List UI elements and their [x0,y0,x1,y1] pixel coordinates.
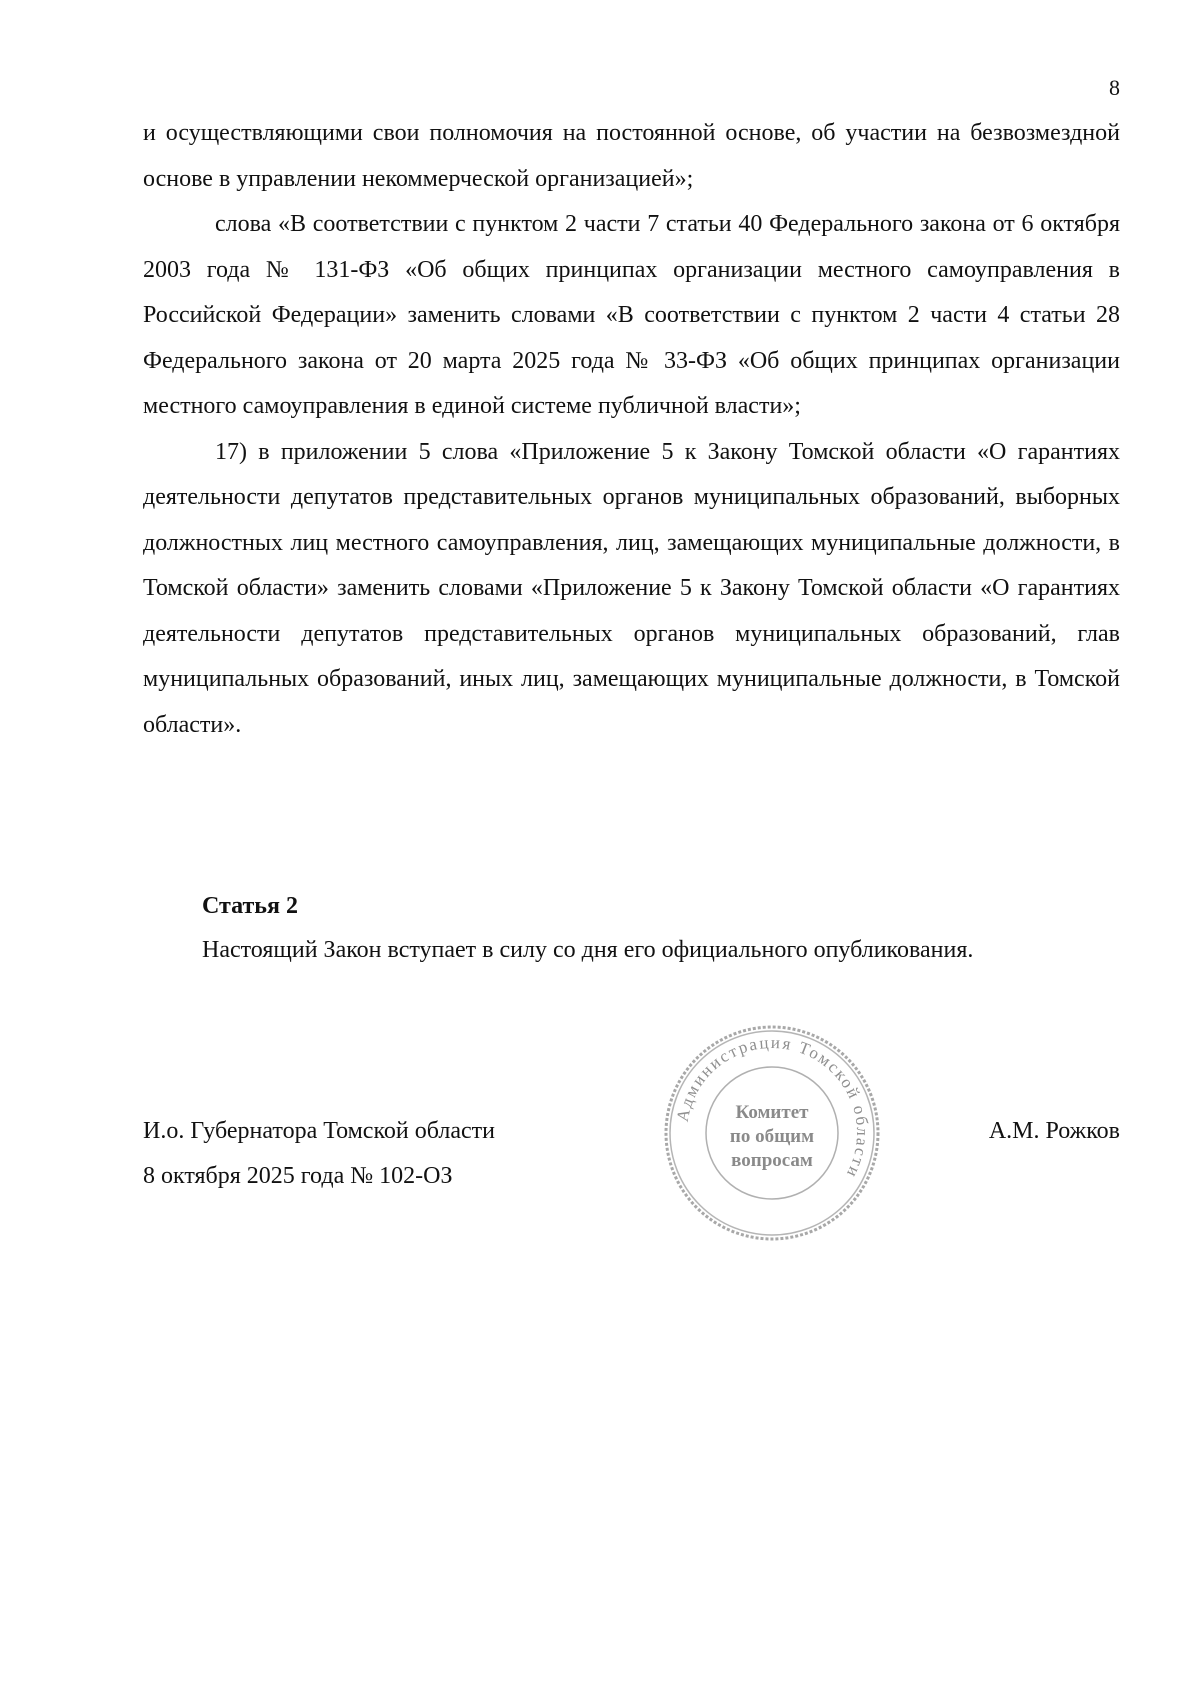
stamp-center-line-1: Комитет [735,1102,809,1123]
stamp-graphic [657,1022,887,1244]
article-title: Статья 2 [202,893,298,919]
official-stamp [657,1022,887,1244]
stamp-center-line-3: вопросам [731,1150,813,1171]
signatory-name: А.М. Рожков [988,1118,1120,1144]
stamp-ring-text-path: Администрация Томской области [672,1032,873,1183]
page-number: 8 [1109,75,1120,100]
article-text: Настоящий Закон вступает в силу со дня его официального опубликования. [202,937,974,963]
paragraph-item-17: 17) в приложении 5 слова «Приложение 5 к Закону Томской области «О гарантиях деятельности депутатов представительных органов муниципальных образований, выборных должностных лиц местного самоуправления, лиц, замещающих муниципальные должности, в Томской области» заменить словами «Приложение 5 к Закону Томской области «О гарантиях деятельности депутатов представительных органов муниципальных образований, глав муниципальных образований, иных лиц, замещающих муниципальные должности, в Томской области». [143,438,1120,738]
article-2 [202,884,1120,972]
signatory-position: И.о. Губернатора Томской области [143,1118,495,1144]
law-date-number: 8 октября 2025 года № 102-ОЗ [143,1163,453,1189]
stamp-center-line-2: по общим [729,1126,815,1147]
paragraph-replacement-words: слова «В соответствии с пунктом 2 части 7 статьи 40 Федерального закона от 6 октября 2003 года № 131-ФЗ «Об общих принципах организации местного самоуправления в Российской Федерации» заменить словами «В соответствии с пунктом 2 части 4 статьи 28 Федерального закона от 20 марта 2025 года № 33-ФЗ «Об общих принципах организации местного самоуправления в единой системе публичной власти»; [143,211,1120,419]
document-body [143,111,1120,748]
paragraph-continuation: и осуществляющими свои полномочия на постоянной основе, об участии на безвозмездной основе в управлении некоммерческой организацией»; [143,120,1120,192]
signature-block [143,1109,495,1199]
